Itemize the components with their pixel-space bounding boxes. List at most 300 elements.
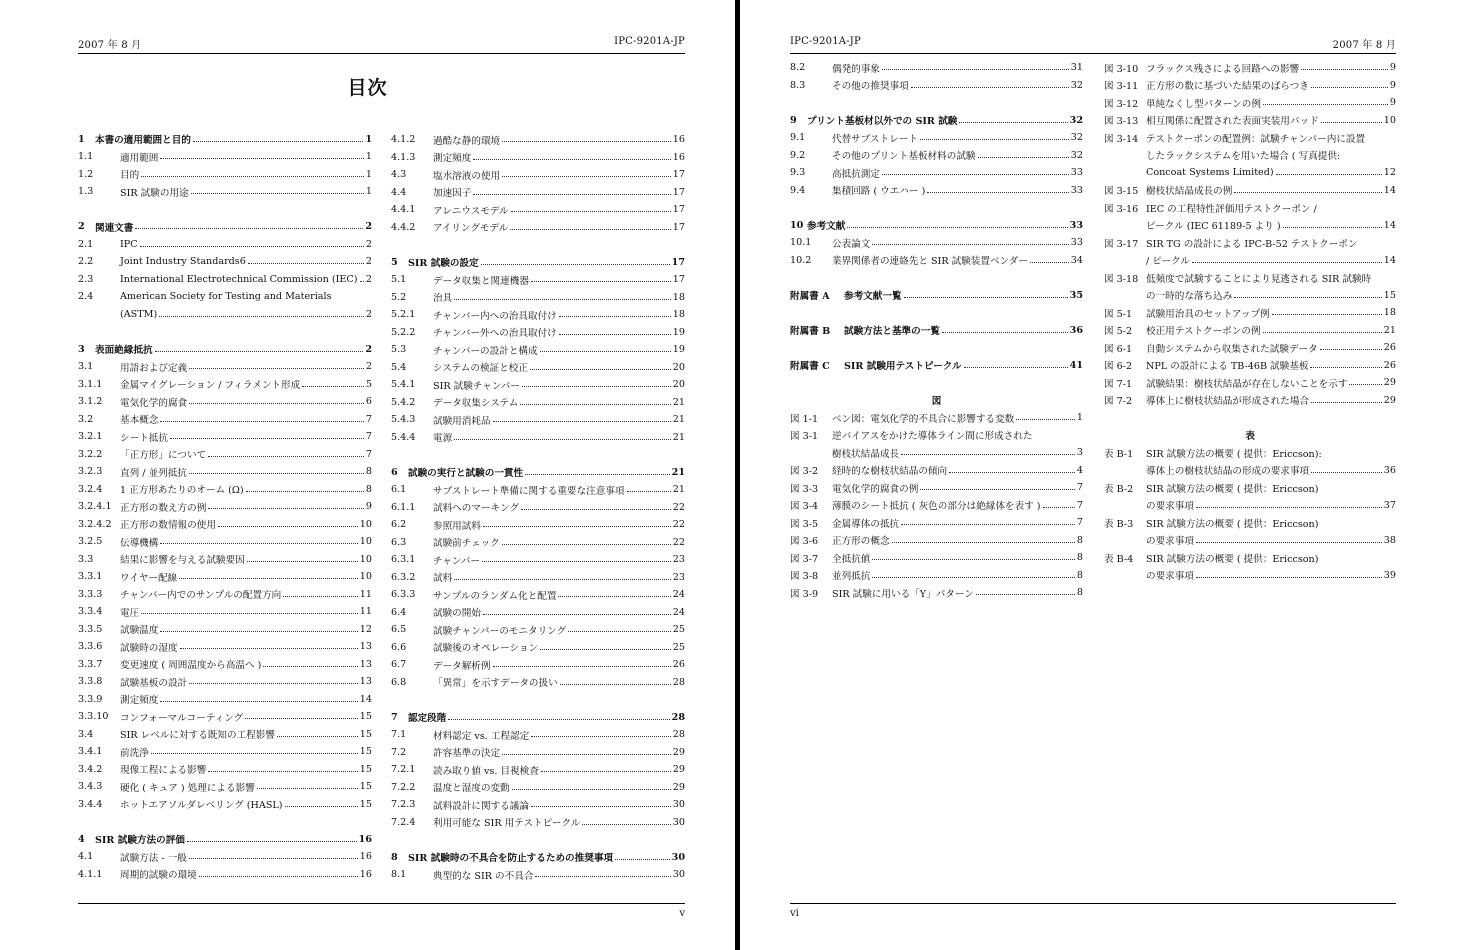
toc-entry-number: 5.4.3 <box>391 414 416 426</box>
toc-entry-title: チャンバー外への治具取付け <box>433 328 557 340</box>
toc-leader-dots <box>1272 314 1382 315</box>
toc-entry-page: 21 <box>671 466 685 478</box>
toc-leader-dots <box>502 176 671 177</box>
toc-entry-title: 高抵抗測定 <box>832 168 880 180</box>
toc-leader-dots <box>180 648 358 649</box>
toc-entry-title: 1 正方形あたりのオーム (Ω) <box>120 485 244 497</box>
toc-entry-page: 33 <box>1069 219 1083 231</box>
toc-leader-dots <box>454 439 671 440</box>
toc-entry-number: 3.1.2 <box>78 396 103 408</box>
toc-entry-title: 参照用試料 <box>433 520 481 532</box>
toc-entry-page: 12 <box>1383 167 1396 179</box>
toc-entry-title: 試験用消耗品 <box>433 415 491 427</box>
toc-entry-number: 図 7-1 <box>1104 378 1133 390</box>
toc-entry-page: 30 <box>672 816 685 828</box>
toc-entry <box>790 59 1083 77</box>
toc-entry-title: シート抵抗 <box>120 432 168 444</box>
toc-entry <box>78 148 372 166</box>
toc-entry-title: SIR 試験方法の評価 <box>95 835 185 847</box>
toc-entry <box>78 288 372 306</box>
toc-entry <box>1104 322 1396 340</box>
toc-leader-dots <box>246 491 364 492</box>
toc-entry-number: 2.3 <box>78 273 94 285</box>
toc-entry <box>78 726 372 744</box>
toc-entry-page: 15 <box>359 781 372 793</box>
toc-entry-page: 39 <box>1383 569 1396 581</box>
toc-entry-page: 17 <box>672 221 685 233</box>
toc-entry-number: 3.2.4.2 <box>78 518 112 530</box>
toc-leader-dots <box>1196 577 1382 578</box>
toc-entry-title: 試験前チェック <box>433 538 500 550</box>
toc-spacer <box>78 323 372 341</box>
toc-page-v <box>0 0 735 950</box>
toc-entry-number: 図 3-16 <box>1104 203 1139 215</box>
toc-entry-title: データ解析例 <box>433 660 491 672</box>
toc-entry-page: 15 <box>359 728 372 740</box>
toc-entry-number: 5.4.2 <box>391 396 416 408</box>
toc-entry-title: SIR 試験チャンバー <box>433 380 520 392</box>
toc-section-entry <box>790 217 1083 235</box>
toc-entry-number: 5.1 <box>391 274 407 286</box>
toc-entry-number: 附属書 A <box>790 291 830 303</box>
toc-entry-title: 業界関係者の連絡先と SIR 試験装置ベンダー <box>832 256 1028 268</box>
toc-leader-dots <box>208 508 364 509</box>
toc-entry-title: 典型的な SIR の不具合 <box>433 870 534 882</box>
toc-entry-number: 3.3.1 <box>78 571 103 583</box>
toc-entry <box>78 411 372 429</box>
toc-entry-title: フラックス残さによる回路への影響 <box>1146 63 1300 75</box>
toc-entry-title: 試験時の湿度 <box>120 642 178 654</box>
toc-leader-dots <box>302 386 364 387</box>
toc-leader-dots <box>483 526 671 527</box>
toc-entry-page: 29 <box>1383 394 1396 406</box>
toc-entry-number: 3.4 <box>78 728 94 740</box>
toc-leader-dots <box>263 666 357 667</box>
toc-leader-dots <box>942 332 1068 333</box>
toc-leader-dots <box>155 351 364 352</box>
toc-entry <box>1104 549 1396 567</box>
toc-entry-title: システムの検証と校正 <box>433 363 528 375</box>
toc-entry <box>78 796 372 814</box>
toc-entry <box>1104 497 1396 515</box>
toc-leader-dots <box>541 771 671 772</box>
toc-leader-dots <box>531 281 671 282</box>
toc-entry-page: 28 <box>672 676 685 688</box>
toc-leader-dots <box>1030 262 1069 263</box>
toc-entry-page: 17 <box>672 274 685 286</box>
toc-entry-page: 29 <box>672 746 685 758</box>
toc-entry-number: 7.2.1 <box>391 764 416 776</box>
toc-entry-number: 6.3.2 <box>391 571 416 583</box>
toc-entry-page: 12 <box>359 623 372 635</box>
toc-entry-number: 図 7-2 <box>1104 396 1133 408</box>
toc-entry <box>391 166 685 184</box>
toc-entry-page: 22 <box>672 501 685 513</box>
toc-entry <box>78 568 372 586</box>
toc-entry-page: 41 <box>1069 359 1083 371</box>
toc-entry-title: テストクーポンの配置例：試験チャンバー内に設置 <box>1146 133 1366 145</box>
toc-entry-number: 図 5-1 <box>1104 308 1133 320</box>
toc-leader-dots <box>512 789 671 790</box>
toc-entry-page: 29 <box>1383 377 1396 389</box>
toc-entry-page: 35 <box>1069 289 1083 301</box>
toc-entry <box>391 726 685 744</box>
toc-entry-title: の一時的な落ち込み <box>1146 291 1233 303</box>
toc-entry <box>391 534 685 552</box>
toc-entry-title: 試験結果：樹枝状結晶が存在しないことを示す <box>1146 378 1348 390</box>
toc-leader-dots <box>964 367 1068 368</box>
toc-entry <box>1104 164 1396 182</box>
toc-entry-page: 17 <box>672 169 685 181</box>
toc-leader-dots <box>493 421 671 422</box>
toc-entry-title: 電気化学的腐食の例 <box>832 483 919 495</box>
toc-entry-title: の要求事項 <box>1146 571 1194 583</box>
toc-entry-number: 8.1 <box>391 869 407 881</box>
toc-entry-number: 4.1.1 <box>78 868 103 880</box>
toc-entry <box>1104 129 1396 147</box>
toc-entry <box>391 219 685 237</box>
toc-entry-number: 3.4.3 <box>78 781 103 793</box>
toc-entry-title: 試験方法と基準の一覧 <box>844 326 940 338</box>
toc-entry-title: International Electrotechnical Commission (IEC) <box>120 273 358 285</box>
toc-entry <box>790 567 1083 585</box>
toc-column-left-2 <box>391 131 685 884</box>
toc-entry-title: 薄膜のシート抵抗 ( 灰色の部分は絶縁体を表す ) <box>832 501 1041 513</box>
toc-entry-title: Concoat Systems Limited) <box>1146 167 1274 179</box>
toc-entry-title: 参考文献一覧 <box>844 291 902 303</box>
toc-entry-number: 3.3 <box>78 553 94 565</box>
toc-entry-title: 相互関係に配置された表面実装用パッド <box>1146 116 1319 128</box>
toc-entry <box>78 376 372 394</box>
toc-entry-number: 6.1.1 <box>391 501 416 513</box>
toc-entry-page: 30 <box>672 869 685 881</box>
toc-entry <box>391 761 685 779</box>
toc-entry-title: SIR 試験用テストピークル <box>844 361 962 373</box>
toc-entry <box>78 691 372 709</box>
toc-entry-number: 図 3-11 <box>1104 81 1139 93</box>
toc-entry-page: 21 <box>672 484 685 496</box>
toc-leader-dots <box>1234 192 1381 193</box>
toc-leader-dots <box>901 454 1075 455</box>
toc-entry <box>78 253 372 271</box>
toc-leader-dots <box>540 649 671 650</box>
toc-leader-dots <box>481 264 670 265</box>
toc-entry-title: SIR 試験方法の概要 ( 提供：Ericcson) <box>1146 518 1319 530</box>
toc-entry-page: 33 <box>1070 184 1083 196</box>
toc-entry-number: 3.3.10 <box>78 711 109 723</box>
toc-leader-dots <box>904 297 1068 298</box>
toc-leader-dots <box>927 192 1068 193</box>
toc-leader-dots <box>582 824 670 825</box>
toc-leader-dots <box>911 87 1069 88</box>
toc-leader-dots <box>1263 104 1388 105</box>
toc-entry-number: 図 6-2 <box>1104 361 1133 373</box>
toc-entry-number: 3.3.6 <box>78 641 103 653</box>
toc-entry <box>790 234 1083 252</box>
header-doc-id: IPC-9201A-JP <box>790 36 861 47</box>
toc-entry-title: ワイヤー配線 <box>120 572 178 584</box>
toc-entry-number: 9.1 <box>790 132 806 144</box>
toc-entry-number: 7.2.3 <box>391 799 416 811</box>
toc-leader-dots <box>473 159 670 160</box>
toc-entry-number: 4.4 <box>391 186 407 198</box>
toc-leader-dots <box>531 806 671 807</box>
toc-entry-title: 利用可能な SIR 用テストピークル <box>433 818 581 830</box>
toc-entry-number: 図 3-9 <box>790 588 819 600</box>
toc-entry-title: 電圧 <box>120 607 140 619</box>
toc-entry-number: 4.1.2 <box>391 134 416 146</box>
toc-entry-number: 3.1.1 <box>78 378 103 390</box>
toc-entry-number: 3.3.3 <box>78 588 103 600</box>
toc-entry-title: 逆バイアスをかけた導体ライン間に形成された <box>832 431 1033 443</box>
toc-entry-number: 3.2.2 <box>78 448 103 460</box>
toc-entry <box>78 673 372 691</box>
toc-entry-number: 7 <box>391 711 398 723</box>
toc-entry-page: 9 <box>1389 97 1396 109</box>
toc-entry-number: 7.1 <box>391 729 407 741</box>
toc-spacer <box>78 113 372 131</box>
toc-entry-number: 9.2 <box>790 149 806 161</box>
toc-entry-title: 経時的な樹枝状結晶の傾向 <box>832 466 948 478</box>
toc-leader-dots <box>170 438 364 439</box>
toc-entry-page: 32 <box>1070 149 1083 161</box>
toc-entry-page: 22 <box>672 519 685 531</box>
toc-entry-title: の要求事項 <box>1146 536 1194 548</box>
toc-entry-page: 21 <box>672 396 685 408</box>
toc-entry-page: 28 <box>672 729 685 741</box>
toc-entry-page: 18 <box>672 309 685 321</box>
toc-entry-title: 試料 <box>433 573 453 585</box>
toc-spacer <box>790 94 1083 112</box>
toc-leader-dots <box>191 193 364 194</box>
toc-leader-dots <box>483 614 671 615</box>
toc-entry-title: 導体上の樹枝状結晶の形成の要求事項 <box>1146 466 1310 478</box>
toc-entry-number: 6.7 <box>391 659 407 671</box>
toc-entry-number: 図 3-2 <box>790 466 819 478</box>
toc-spacer <box>790 269 1083 287</box>
toc-spacer <box>391 236 685 254</box>
toc-entry-title: 前洗浄 <box>120 747 149 759</box>
toc-leader-dots <box>627 491 671 492</box>
toc-entry <box>790 549 1083 567</box>
toc-entry <box>391 516 685 534</box>
toc-entry-number: 5.4.4 <box>391 431 416 443</box>
toc-leader-dots <box>521 509 671 510</box>
toc-entry-page: 9 <box>1389 62 1396 74</box>
toc-entry-number: 5 <box>391 256 398 268</box>
toc-entry <box>391 411 685 429</box>
toc-leader-dots <box>454 299 671 300</box>
toc-entry-page: 24 <box>672 589 685 601</box>
toc-entry <box>1104 59 1396 77</box>
toc-entry-number: 5.3 <box>391 344 407 356</box>
toc-leader-dots <box>872 559 1075 560</box>
toc-entry-page: 7 <box>365 413 372 425</box>
toc-spacer <box>391 446 685 464</box>
toc-entry-number: 6.3 <box>391 536 407 548</box>
toc-entry-title: 電源 <box>433 433 453 445</box>
toc-entry-title: 結果に影響を与える試験要因 <box>120 555 245 567</box>
toc-entry-page: 14 <box>1383 184 1396 196</box>
toc-entry-page: 2 <box>365 238 372 250</box>
toc-entry-page: 26 <box>1383 342 1396 354</box>
toc-entry-page: 19 <box>672 344 685 356</box>
toc-entry <box>78 428 372 446</box>
toc-leader-dots <box>189 473 364 474</box>
toc-leader-dots <box>208 456 364 457</box>
toc-leader-dots <box>160 543 357 544</box>
toc-entry-title: 正方形の数え方の例 <box>120 502 207 514</box>
toc-entry-number: 3.2.5 <box>78 536 103 548</box>
toc-entry-title: / ピークル <box>1146 256 1190 268</box>
toc-entry-page: 6 <box>365 396 372 408</box>
toc-entry <box>790 462 1083 480</box>
toc-entry-page: 1 <box>1076 412 1083 424</box>
toc-entry-number: 7.2.4 <box>391 816 416 828</box>
toc-entry <box>790 164 1083 182</box>
toc-entry <box>790 497 1083 515</box>
toc-entry-title: 温度と湿度の変動 <box>433 783 510 795</box>
toc-leader-dots <box>208 771 357 772</box>
toc-entry-title: 硬化 ( キュア ) 処理による影響 <box>120 782 255 794</box>
toc-entry <box>78 533 372 551</box>
toc-entry-title: 正方形の数に基づいた結果のばらつき <box>1146 81 1309 93</box>
toc-list-caption <box>1104 427 1396 445</box>
toc-entry-title: 樹枝状結晶成長 <box>832 448 900 460</box>
toc-entry-number: 10.1 <box>790 237 812 249</box>
toc-leader-dots <box>502 141 671 142</box>
toc-entry <box>1104 532 1396 550</box>
toc-entry-title: アイリングモデル <box>433 223 509 235</box>
toc-entry-title: 表面絶縁抵抗 <box>95 345 153 357</box>
toc-spacer <box>1104 409 1396 427</box>
toc-leader-dots <box>140 246 364 247</box>
toc-leader-dots <box>159 316 364 317</box>
toc-entry-title: 変更速度 ( 周囲温度から高温へ ) <box>120 660 262 672</box>
toc-entry-page: 1 <box>365 133 372 145</box>
toc-entry-title: 周期的試験の環境 <box>120 870 197 882</box>
toc-entry-page: 15 <box>359 798 372 810</box>
toc-entry-page: 29 <box>672 764 685 776</box>
toc-entry-number: 6.2 <box>391 519 407 531</box>
toc-entry-title: ベン図：電気化学的不具合に影響する変数 <box>832 413 1015 425</box>
toc-leader-dots <box>1234 297 1381 298</box>
toc-leader-dots <box>1192 262 1382 263</box>
toc-entry-number: 1.3 <box>78 186 94 198</box>
toc-entry <box>391 341 685 359</box>
toc-leader-dots <box>1196 542 1382 543</box>
toc-entry-number: 9 <box>790 114 797 126</box>
toc-entry-page: 17 <box>672 186 685 198</box>
toc-entry <box>790 427 1083 445</box>
toc-entry <box>1104 514 1396 532</box>
toc-entry <box>1104 182 1396 200</box>
toc-leader-dots <box>615 859 670 860</box>
toc-entry-page: 32 <box>1070 79 1083 91</box>
toc-entry <box>78 586 372 604</box>
toc-leader-dots <box>473 194 670 195</box>
toc-entry-number: 1.2 <box>78 168 94 180</box>
toc-entry-number: 6.6 <box>391 641 407 653</box>
toc-spacer <box>790 339 1083 357</box>
toc-entry-number: 3.2.4.1 <box>78 501 112 513</box>
toc-entry-page: 18 <box>672 291 685 303</box>
toc-entry-title: IPC <box>120 238 138 250</box>
toc-entry-number: 図 3-15 <box>1104 186 1139 198</box>
toc-entry <box>391 394 685 412</box>
toc-entry-page: 15 <box>359 711 372 723</box>
toc-entry-page: 1 <box>365 186 372 198</box>
toc-entry-title: 正方形の概念 <box>832 536 890 548</box>
toc-entry-page: 16 <box>672 134 685 146</box>
toc-leader-dots <box>1320 349 1382 350</box>
toc-entry-number: 8.3 <box>790 79 806 91</box>
toc-entry-title: データ収集と関連機器 <box>433 275 529 287</box>
toc-leader-dots <box>257 788 358 789</box>
toc-entry-page: 15 <box>1383 289 1396 301</box>
toc-entry-number: 4.3 <box>391 169 407 181</box>
toc-entry-title: 導体上に樹枝状結晶が形成された場合 <box>1146 396 1310 408</box>
toc-entry <box>391 744 685 762</box>
toc-entry-title: チャンバー <box>433 555 481 567</box>
toc-entry-page: 36 <box>1069 324 1083 336</box>
toc-entry-page: 8 <box>365 466 372 478</box>
toc-entry-number: 7.2 <box>391 746 407 758</box>
toc-entry-number: 表 B-3 <box>1104 518 1134 530</box>
toc-spacer <box>790 199 1083 217</box>
toc-entry-title: 関連文書 <box>95 222 134 234</box>
toc-entry <box>78 183 372 201</box>
toc-entry-number: 5.2.2 <box>391 326 416 338</box>
toc-page-vi <box>740 0 1474 950</box>
toc-entry-page: 34 <box>1070 254 1083 266</box>
toc-leader-dots <box>1301 69 1388 70</box>
toc-entry-page: 38 <box>1383 534 1396 546</box>
toc-entry-page: 8 <box>1076 569 1083 581</box>
toc-column-right-1 <box>790 59 1083 602</box>
toc-leader-dots <box>1310 367 1381 368</box>
toc-entry-title: 低頻度で試験することにより見逃される SIR 試験時 <box>1146 273 1372 285</box>
toc-leader-dots <box>559 334 671 335</box>
toc-entry <box>790 409 1083 427</box>
toc-leader-dots <box>1043 507 1075 508</box>
toc-entry-title: 公表論文 <box>832 238 871 250</box>
toc-entry-page: 9 <box>1389 79 1396 91</box>
toc-entry-number: 3 <box>78 343 85 355</box>
toc-leader-dots <box>160 701 357 702</box>
toc-leader-dots <box>901 524 1075 525</box>
toc-entry-page: 13 <box>359 676 372 688</box>
toc-entry <box>78 166 372 184</box>
toc-entry-title: 試験の開始 <box>433 608 481 620</box>
toc-leader-dots <box>360 281 364 282</box>
toc-entry <box>391 796 685 814</box>
toc-entry <box>1104 462 1396 480</box>
toc-entry <box>391 184 685 202</box>
toc-entry-number: 6.3.1 <box>391 554 416 566</box>
toc-entry-page: 32 <box>1070 132 1083 144</box>
toc-entry-title: 用語および定義 <box>120 362 188 374</box>
toc-leader-dots <box>141 613 358 614</box>
toc-entry-number: 表 B-4 <box>1104 553 1134 565</box>
toc-entry-number: 4.4.1 <box>391 204 416 216</box>
toc-leader-dots <box>135 228 363 229</box>
toc-entry <box>790 147 1083 165</box>
toc-entry <box>391 149 685 167</box>
toc-entry-page: 14 <box>1383 254 1396 266</box>
toc-entry <box>391 779 685 797</box>
toc-entry <box>391 656 685 674</box>
